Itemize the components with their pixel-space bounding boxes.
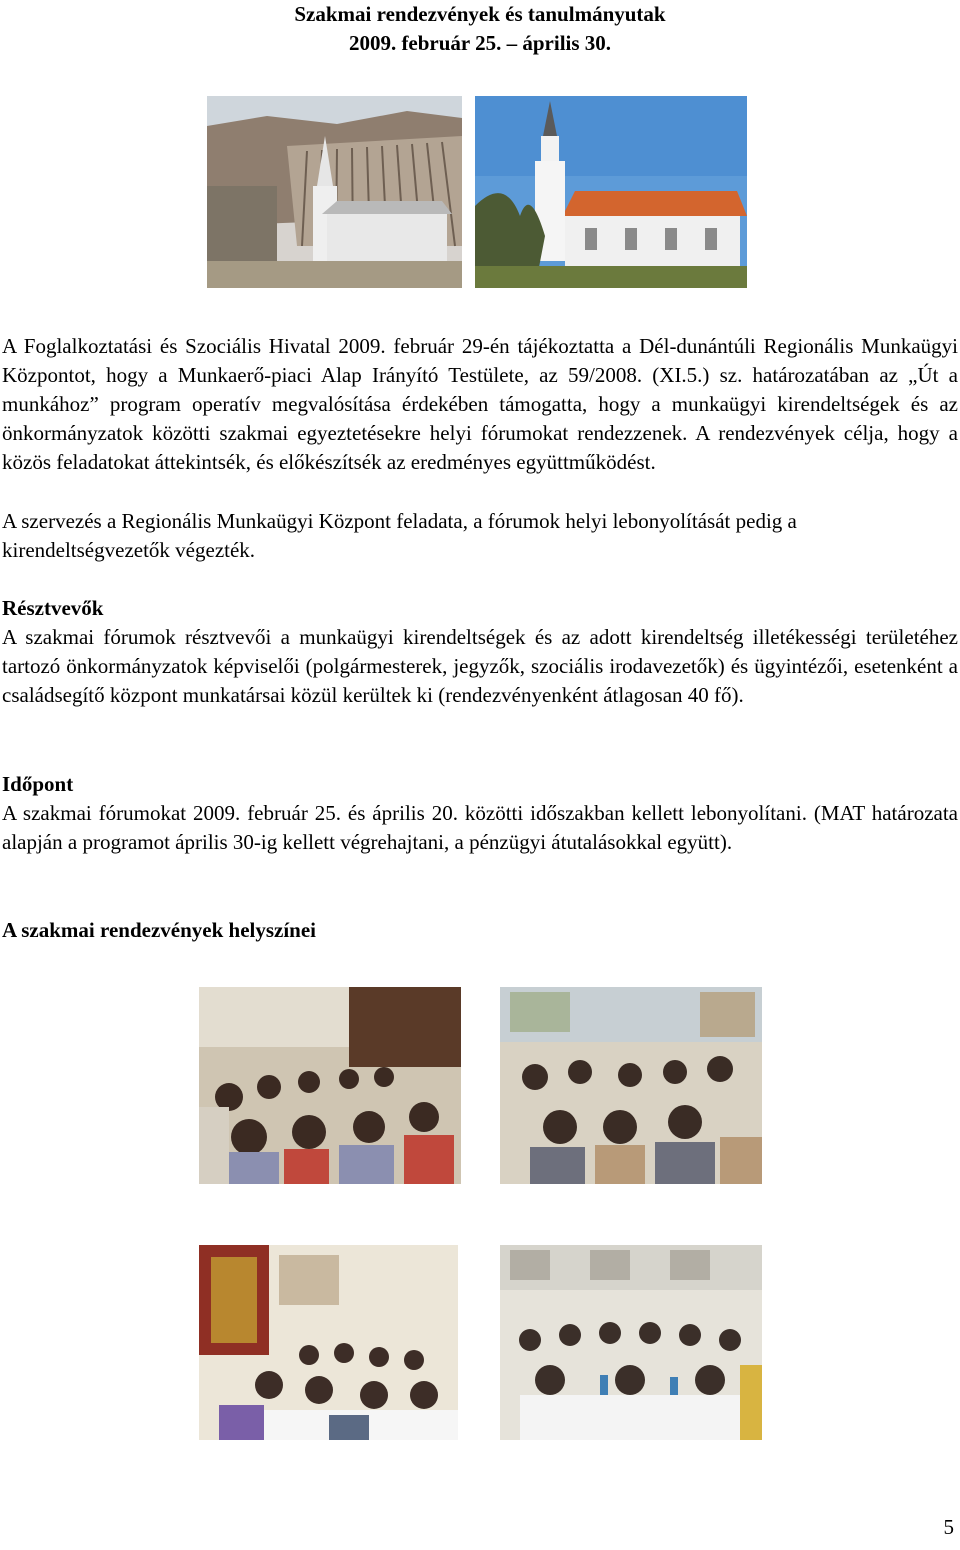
participants-paragraph: A szakmai fórumok résztvevői a munkaügyi kirendeltségek és az adott kirendeltség illetékességi területéhez tartozó önkormányzatok képviselői (polgármesterek, jegyzők, szociális irodavezetők) és ügyintézői, esetenként a családsegítő központ munkatársai közül kerültek ki (rendezvényenként átlagosan 40 fő).	[2, 625, 958, 707]
time-heading: Időpont	[2, 772, 74, 796]
forum-tables-photo-2	[500, 1245, 762, 1440]
intro-paragraph: A Foglalkoztatási és Szociális Hivatal 2009. február 29-én tájékoztatta a Dél-dunántúli Regionális Munkaügyi Központot, hogy a Munkaerő-piaci Alap Irányító Testülete, az 59/2008. (XI.5.) sz. határozatában az „Út a munkához” program operatív megvalósítása érdekében támogatta, hogy a munkaügyi kirendeltségek és az önkormányzatok közötti szakmai egyeztetésekre helyi fórumokat rendezzenek. A rendezvények célja, hogy a közös feladatokat áttekintsék, és előkészítsék az eredményes együttműködést.	[2, 334, 958, 474]
time-section	[2, 770, 958, 857]
church-hillside-photo	[207, 96, 462, 288]
organizing-paragraph: A szervezés a Regionális Munkaügyi Központ feladata, a fórumok helyi lebonyolítását pedig a kirendeltségvezetők végezték.	[2, 509, 797, 562]
participants-heading: Résztvevők	[2, 596, 104, 620]
forum-audience-photo-2	[500, 987, 762, 1184]
page-number: 5	[943, 1515, 954, 1539]
title-line-1: Szakmai rendezvények és tanulmányutak	[294, 2, 666, 26]
forum-audience-photo-1	[199, 987, 461, 1184]
organizing-section	[2, 507, 958, 565]
document-title	[0, 0, 960, 58]
church-orange-roof-photo	[475, 96, 747, 288]
locations-heading: A szakmai rendezvények helyszínei	[2, 918, 317, 942]
locations-section	[2, 916, 958, 945]
participants-section	[2, 594, 958, 710]
time-paragraph: A szakmai fórumokat 2009. február 25. és április 20. közötti időszakban kellett lebonyolítani. (MAT határozata alapján a programot április 30-ig kellett végrehajtani, a pénzügyi átutalásokkal együtt).	[2, 801, 958, 854]
title-line-2: 2009. február 25. – április 30.	[348, 31, 612, 55]
intro-section	[2, 332, 958, 477]
forum-tables-photo-1	[199, 1245, 458, 1440]
